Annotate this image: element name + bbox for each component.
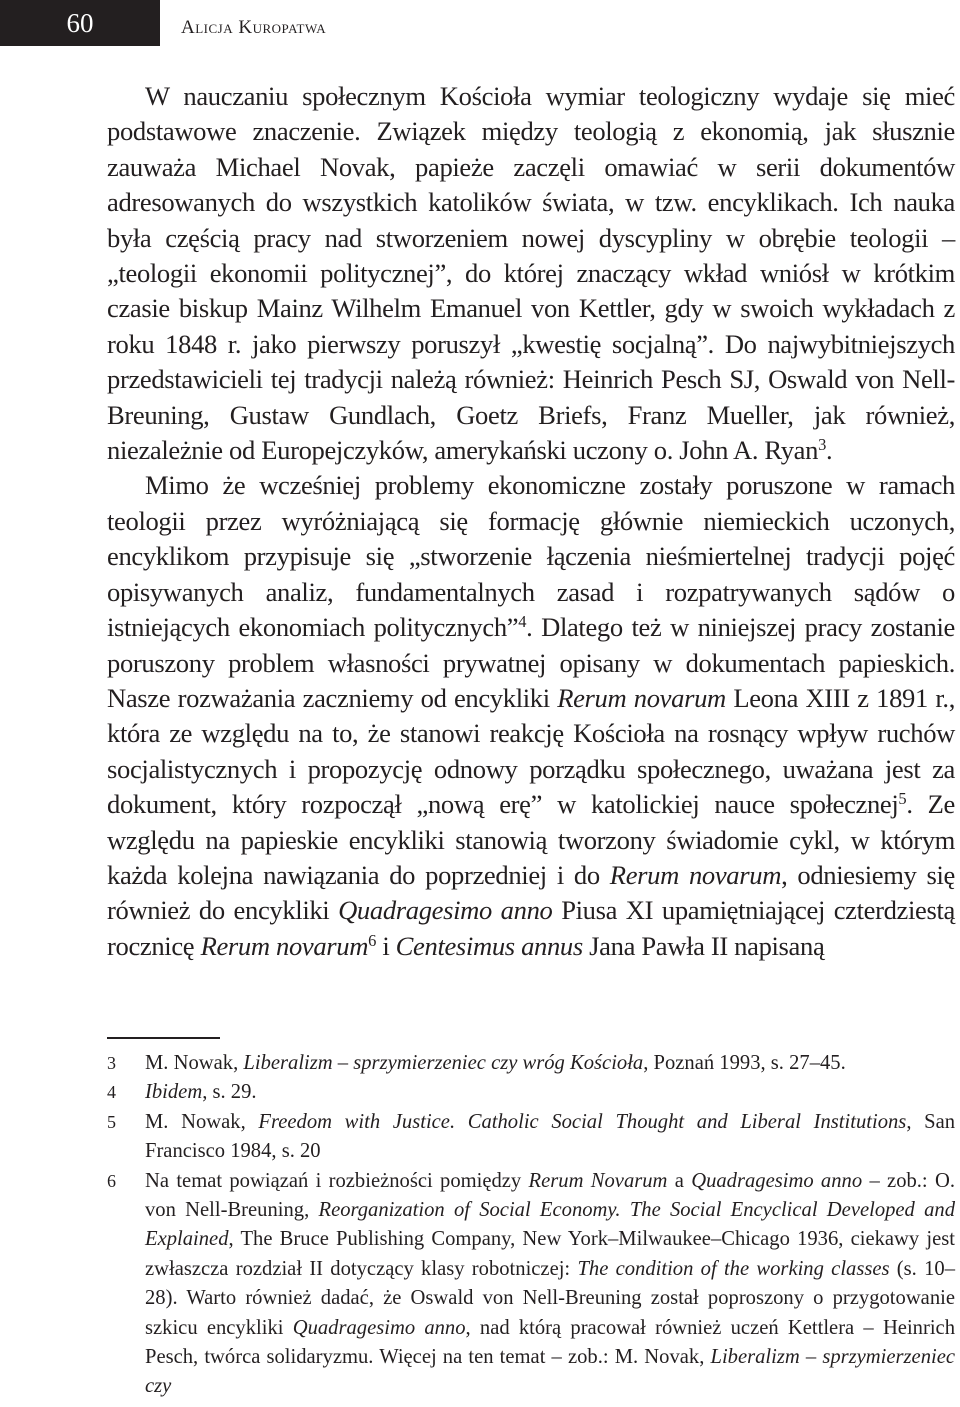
fn6-d: Quadragesimo anno <box>691 1169 863 1192</box>
page-number: 60 <box>66 7 94 38</box>
p2-italic-2: Rerum novarum <box>609 859 782 890</box>
p2-text-2: . Dlatego też w niniejszej pracy zostanie poruszony problem własności prywatnej opisany w dokumentach papieskich. Nasze rozważania zaczniemy od encykliki <box>107 612 955 713</box>
fn6-b: Rerum Novarum <box>528 1169 668 1192</box>
p2-text-8: Jana Pawła II napisaną <box>582 930 825 961</box>
fn6-c: a <box>667 1169 692 1192</box>
p2-text-4: . Ze względu na papieskie encykliki stanowią tworzony świadomie cykl, w którym każda kolejna nawiązania do poprzedniej i do <box>107 789 956 890</box>
footnote-5 <box>107 1108 955 1167</box>
fn6-l: Liberalizm – sprzymierzeniec czy <box>145 1346 955 1398</box>
footnote-number: 5 <box>107 1111 116 1132</box>
p2-text-7: i <box>376 930 396 961</box>
fn3-c: , Poznań 1993, s. 27–45. <box>643 1052 846 1074</box>
fn3-a: M. Nowak, <box>145 1052 244 1074</box>
p2-text-1: Mimo że wcześniej problemy ekonomiczne zostały poruszone w ramach teologii przez wyróżniającą się formację głównie niemieckich uczonych, encyklikom przypisuje się „stworzenie łączenia nieśmiertelnej tradycji pojęć opisywanych analiz, fundamentalnych zasad i rozpatrywanych sądów o istniejących ekonomiach politycznych” <box>107 470 955 643</box>
footnote-number: 3 <box>107 1053 116 1073</box>
paragraph-1 <box>107 79 955 468</box>
fn6-f: Reorganization of Social Economy. The Social Encyclical Developed and Explained <box>145 1199 955 1251</box>
footnote-4 <box>107 1078 955 1107</box>
fn6-a: Na temat powiązań i rozbieżności pomiędzy <box>145 1169 529 1192</box>
p2-text-6: Piusa XI upamiętniającej czterdziestą rocznicę <box>107 895 955 961</box>
p2-text-5: , odniesiemy się również do encykliki <box>107 859 955 926</box>
footnote-text <box>145 1078 955 1107</box>
footnote-text <box>145 1167 955 1402</box>
fn5-c: , San Francisco 1984, s. 20 <box>145 1110 956 1163</box>
footnote-separator <box>107 1037 220 1039</box>
paragraph-2 <box>107 468 955 964</box>
footnote-ref-5: 5 <box>898 789 907 809</box>
fn3-title: Liberalizm – sprzymierzeniec czy wróg Kościoła <box>243 1052 644 1074</box>
p2-italic-1: Rerum novarum <box>557 682 726 713</box>
fn5-a: M. Nowak, <box>145 1110 259 1133</box>
fn6-e: – zob.: O. von Nell-Breuning, <box>145 1169 955 1222</box>
p2-italic-5: Centesimus annus <box>395 930 583 961</box>
running-head-author: Alicja Kuropatwa <box>181 17 327 38</box>
fn6-j: Quadragesimo anno <box>292 1316 466 1339</box>
footnote-6 <box>107 1167 955 1402</box>
p2-italic-3: Quadragesimo anno <box>338 895 553 926</box>
p2-text-3: Leona XIII z 1891 r., która ze względu na to, że stanowi reakcję Kościoła na rosnący wpływ ruchów socjalistycznych i propozycję odnowy porządku społecznego, uważana jest za dokument, który rozpoczął „nową erę” w katolickiej nauce społecznej <box>107 682 956 820</box>
fn4-b: , s. 29. <box>202 1081 257 1104</box>
fn6-i: (s. 10–28). Warto również dadać, że Oswald von Nell-Breuning został poproszony o przygotowanie szkicu encykliki <box>145 1257 955 1339</box>
main-text <box>107 79 955 964</box>
p1-text-2: . <box>826 435 833 466</box>
footnote-number: 4 <box>107 1082 116 1103</box>
fn6-g: , The Bruce Publishing Company, New York–Milwaukee–Chicago 1936, ciekawy jest zwłaszcza rozdział II dotyczący klasy robotniczej: <box>145 1228 955 1280</box>
fn4-ibidem: Ibidem <box>145 1081 203 1104</box>
footnote-number: 6 <box>107 1170 116 1191</box>
fn6-k: , nad którą pracował również uczeń Kettlera – Heinrich Pesch, twórca solidaryzmu. Więcej na ten temat – zob.: M. Novak, <box>145 1316 955 1369</box>
footnote-3 <box>107 1049 955 1078</box>
footnotes <box>107 1049 955 1402</box>
p2-italic-4: Rerum novarum <box>200 930 369 961</box>
footnote-ref-3: 3 <box>818 435 826 454</box>
fn5-title: Freedom with Justice. Catholic Social Thought and Liberal Institutions <box>258 1110 907 1133</box>
footnote-ref-6: 6 <box>368 930 377 950</box>
footnote-ref-4: 4 <box>518 612 527 632</box>
footnote-text <box>145 1049 955 1078</box>
page-number-box <box>0 0 160 46</box>
fn6-h: The condition of the working classes <box>577 1257 890 1280</box>
p1-text-1: W nauczaniu społecznym Kościoła wymiar teologiczny wydaje się mieć podstawowe znaczenie. Związek między teologią z ekonomią, jak słusznie zauważa Michael Novak, papieże zaczęli omawiać w serii dokumentów adresowanych do wszystkich katolików świata, w tzw. encyklikach. Ich nauka była częścią pracy nad stworzeniem nowej dyscypliny w obrębie teologii – „teologii ekonomii politycznej”, do której znaczący wkład wniósł w krótkim czasie biskup Mainz Wilhelm Emanuel von Kettler, gdy w swoich wykładach z roku 1848 r. jako pierwszy poruszył „kwestię socjalną”. Do najwybitniejszych przedstawicieli tej tradycji należą również: Heinrich Pesch SJ, Oswald von Nell-Breuning, Gustaw Gundlach, Goetz Briefs, Franz Mueller, jak również, niezależnie od Europejczyków, amerykański uczony o. John A. Ryan <box>107 81 955 466</box>
footnote-text <box>145 1108 955 1167</box>
